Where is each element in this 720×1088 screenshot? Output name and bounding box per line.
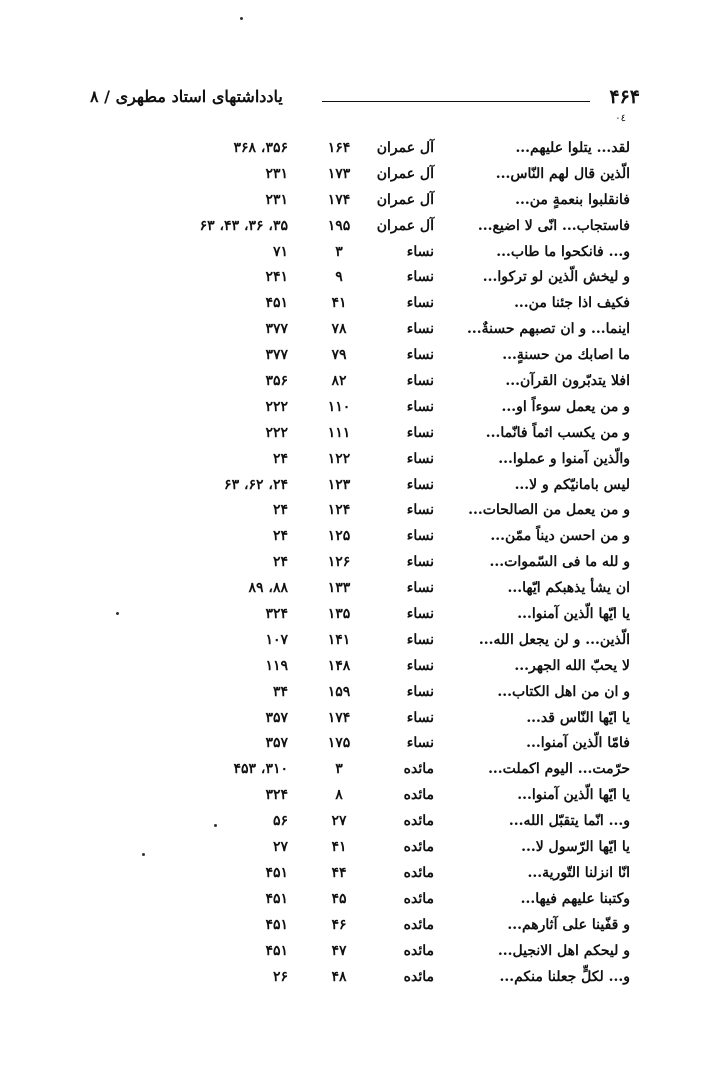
surah-name: مائده xyxy=(403,813,434,830)
index-row xyxy=(0,292,720,318)
ayah-number: ۱۷۵ xyxy=(327,735,351,752)
ayah-number: ۱۲۲ xyxy=(327,450,351,467)
page-references: ۳۲۴ xyxy=(265,787,288,804)
verse-text: و... انّما يتقبّل الله... xyxy=(508,813,630,830)
page-references: ۴۵۱ xyxy=(265,864,288,881)
index-row xyxy=(0,966,720,992)
verse-text: و من يعمل من الصالحات... xyxy=(468,502,630,519)
header-rule xyxy=(322,101,590,102)
verse-text: و من يعمل سوءاً او... xyxy=(501,398,630,415)
page-references: ۳۵، ۳۶، ۴۳، ۶۳ xyxy=(199,217,288,234)
ayah-number: ۱۶۴ xyxy=(327,140,351,156)
ayah-number: ۴۸ xyxy=(331,968,347,985)
surah-name: آل عمران xyxy=(376,165,434,182)
page-references: ۷۱ xyxy=(272,243,288,260)
verse-text: و ليحكم اهل الانجيل... xyxy=(497,942,630,959)
page-references: ۳۵۶، ۳۶۸ xyxy=(233,140,288,156)
page-references: ۴۵۱ xyxy=(265,942,288,959)
ayah-number: ۸ xyxy=(335,787,343,804)
verse-text: حرّمت... اليوم اكملت... xyxy=(488,761,630,778)
ayah-number: ۳ xyxy=(335,243,343,260)
page-references: ۲۲۲ xyxy=(265,398,288,415)
index-row xyxy=(0,189,720,215)
index-row xyxy=(0,914,720,940)
page-references: ۳۲۴ xyxy=(265,606,288,623)
surah-name: نساء xyxy=(406,347,434,364)
page-references: ۴۵۱ xyxy=(265,916,288,933)
surah-name: آل عمران xyxy=(376,217,434,234)
page-references: ۳۷۷ xyxy=(265,347,288,364)
index-row xyxy=(0,499,720,525)
page-references: ۲۴ xyxy=(272,450,288,467)
ayah-number: ۴۶ xyxy=(331,916,347,933)
page-references: ۲۴ xyxy=(272,528,288,545)
surah-name: نساء xyxy=(406,606,434,623)
verse-text: ان يشأ يذهبكم ايّها... xyxy=(507,580,630,597)
surah-name: نساء xyxy=(406,735,434,752)
verse-text: ليس بامانيّكم و لا... xyxy=(514,476,630,493)
verse-text: و... لكلٍّ جعلنا منكم... xyxy=(499,968,630,985)
index-row xyxy=(0,810,720,836)
ayah-number: ۳ xyxy=(335,761,343,778)
index-row xyxy=(0,603,720,629)
surah-name: مائده xyxy=(403,761,434,778)
surah-name: نساء xyxy=(406,528,434,545)
ayah-number: ۱۲۶ xyxy=(327,554,351,571)
surah-name: نساء xyxy=(406,373,434,390)
header-mark: ۰٤ xyxy=(615,113,626,124)
index-row xyxy=(0,629,720,655)
index-row xyxy=(0,474,720,500)
ayah-number: ۸۲ xyxy=(331,373,347,390)
surah-name: مائده xyxy=(403,968,434,985)
ayah-number: ۱۷۴ xyxy=(327,709,351,726)
surah-name: نساء xyxy=(406,424,434,441)
ayah-number: ۱۵۹ xyxy=(327,683,351,700)
surah-name: نساء xyxy=(406,321,434,338)
verse-text: انّا انزلنا التّورية... xyxy=(527,864,630,881)
page-header xyxy=(90,86,640,124)
verse-text: يا ايّها الّذين آمنوا... xyxy=(517,787,630,804)
running-title: یادداشتهای استاد مطهری / ۸ xyxy=(90,87,283,106)
surah-name: نساء xyxy=(406,554,434,571)
surah-name: مائده xyxy=(403,787,434,804)
verse-text: فاستجاب... انّى لا اضيع... xyxy=(477,217,630,234)
surah-name: نساء xyxy=(406,295,434,312)
page-references: ۳۴ xyxy=(272,683,288,700)
index-row xyxy=(0,422,720,448)
print-speck xyxy=(240,17,243,20)
index-row xyxy=(0,836,720,862)
verse-text: اينما... و ان تصبهم حسنةٌ... xyxy=(467,321,630,338)
index-row xyxy=(0,707,720,733)
page-references: ۲۷ xyxy=(272,839,288,856)
page-references: ۲۳۱ xyxy=(265,191,288,208)
verse-text: و قفّينا على آثارهم... xyxy=(507,916,630,933)
surah-name: مائده xyxy=(403,839,434,856)
verse-text: و ليخش الّذين لو تركوا... xyxy=(482,269,630,286)
page-references: ۵۶ xyxy=(272,813,288,830)
page-references: ۴۵۱ xyxy=(265,890,288,907)
ayah-number: ۷۹ xyxy=(331,347,347,364)
surah-name: مائده xyxy=(403,864,434,881)
ayah-number: ۴۴ xyxy=(331,864,347,881)
ayah-number: ۴۵ xyxy=(331,890,347,907)
verse-text: الّذين قال لهم النّاس... xyxy=(495,165,630,182)
ayah-number: ۲۷ xyxy=(331,813,347,830)
surah-name: نساء xyxy=(406,243,434,260)
page-number: ۴۶۴ xyxy=(609,86,640,108)
page-references: ۲۴ xyxy=(272,502,288,519)
index-row xyxy=(0,344,720,370)
index-row xyxy=(0,551,720,577)
surah-name: مائده xyxy=(403,942,434,959)
surah-name: نساء xyxy=(406,476,434,493)
verse-text: يا ايّها الّذين آمنوا... xyxy=(517,606,630,623)
surah-name: آل عمران xyxy=(376,191,434,208)
surah-name: نساء xyxy=(406,683,434,700)
page-references: ۲۶ xyxy=(272,968,288,985)
index-row xyxy=(0,137,720,163)
index-row xyxy=(0,448,720,474)
page-references: ۱۰۷ xyxy=(265,631,288,648)
verse-text: فانقلبوا بنعمةٍ من... xyxy=(515,191,630,208)
page-references: ۲۴، ۶۲، ۶۳ xyxy=(224,476,288,493)
index-row xyxy=(0,732,720,758)
index-row xyxy=(0,577,720,603)
surah-name: نساء xyxy=(406,580,434,597)
ayah-number: ۱۴۸ xyxy=(327,657,351,674)
ayah-number: ۱۳۵ xyxy=(327,606,351,623)
index-row xyxy=(0,241,720,267)
page-references: ۳۵۷ xyxy=(265,709,288,726)
index-row xyxy=(0,266,720,292)
page-references: ۳۵۶ xyxy=(265,373,288,390)
verse-text: والّذين آمنوا و عملوا... xyxy=(498,450,630,467)
index-row xyxy=(0,681,720,707)
page-references: ۳۷۷ xyxy=(265,321,288,338)
ayah-number: ۷۸ xyxy=(331,321,347,338)
ayah-number: ۱۹۵ xyxy=(327,217,351,234)
verse-text: فامّا الّذين آمنوا... xyxy=(526,735,630,752)
verse-text: فكيف اذا جئنا من... xyxy=(514,295,630,312)
ayah-number: ۱۳۳ xyxy=(327,580,351,597)
ayah-number: ۴۷ xyxy=(331,942,347,959)
ayah-number: ۴۱ xyxy=(331,839,347,856)
surah-name: نساء xyxy=(406,631,434,648)
ayah-number: ۱۱۱ xyxy=(327,424,351,441)
ayah-number: ۴۱ xyxy=(331,295,347,312)
verse-text: لا يحبّ الله الجهر... xyxy=(514,657,630,674)
verse-text: ما اصابك من حسنةٍ... xyxy=(502,347,630,364)
surah-name: نساء xyxy=(406,709,434,726)
surah-name: نساء xyxy=(406,657,434,674)
index-row xyxy=(0,525,720,551)
index-row xyxy=(0,318,720,344)
index-row xyxy=(0,655,720,681)
verse-text: الّذين... و لن يجعل الله... xyxy=(478,631,630,648)
ayah-number: ۱۷۴ xyxy=(327,191,351,208)
index-row xyxy=(0,940,720,966)
surah-name: نساء xyxy=(406,269,434,286)
page-references: ۲۲۲ xyxy=(265,424,288,441)
index-row xyxy=(0,370,720,396)
ayah-number: ۱۷۳ xyxy=(327,165,351,182)
verse-text: و... فانكحوا ما طاب... xyxy=(496,243,630,260)
verse-text: يا ايّها الرّسول لا... xyxy=(521,839,630,856)
page-references: ۳۵۷ xyxy=(265,735,288,752)
index-row xyxy=(0,758,720,784)
surah-name: نساء xyxy=(406,398,434,415)
index-row xyxy=(0,215,720,241)
page-references: ۲۳۱ xyxy=(265,165,288,182)
index-row xyxy=(0,888,720,914)
ayah-number: ۹ xyxy=(335,269,343,286)
page-references: ۴۵۱ xyxy=(265,295,288,312)
index-row xyxy=(0,163,720,189)
page-references: ۲۴۱ xyxy=(265,269,288,286)
ayah-number: ۱۲۴ xyxy=(327,502,351,519)
page-references: ۸۸، ۸۹ xyxy=(248,580,288,597)
verse-text: و من يكسب اثماً فانّما... xyxy=(485,424,630,441)
verse-text: وكتبنا عليهم فيها... xyxy=(520,890,630,907)
surah-name: نساء xyxy=(406,450,434,467)
page-references: ۳۱۰، ۴۵۳ xyxy=(233,761,288,778)
surah-name: نساء xyxy=(406,502,434,519)
verse-text: و من احسن ديناً ممّن... xyxy=(490,528,630,545)
verse-text: و لله ما فى السّموات... xyxy=(489,554,630,571)
page-references: ۲۴ xyxy=(272,554,288,571)
ayah-number: ۱۲۵ xyxy=(327,528,351,545)
surah-name: مائده xyxy=(403,916,434,933)
ayah-number: ۱۲۳ xyxy=(327,476,351,493)
ayah-number: ۱۱۰ xyxy=(327,398,351,415)
page-references: ۱۱۹ xyxy=(265,657,288,674)
index-row xyxy=(0,784,720,810)
verse-index-table xyxy=(0,137,720,991)
verse-text: و ان من اهل الكتاب... xyxy=(497,683,630,700)
surah-name: مائده xyxy=(403,890,434,907)
verse-text: لقد... يتلوا عليهم... xyxy=(515,140,630,156)
verse-text: يا ايّها النّاس قد... xyxy=(526,709,630,726)
index-row xyxy=(0,862,720,888)
ayah-number: ۱۴۱ xyxy=(327,631,351,648)
verse-text: افلا يتدبّرون القرآن... xyxy=(505,373,630,390)
surah-name: آل عمران xyxy=(376,140,434,156)
index-row xyxy=(0,396,720,422)
